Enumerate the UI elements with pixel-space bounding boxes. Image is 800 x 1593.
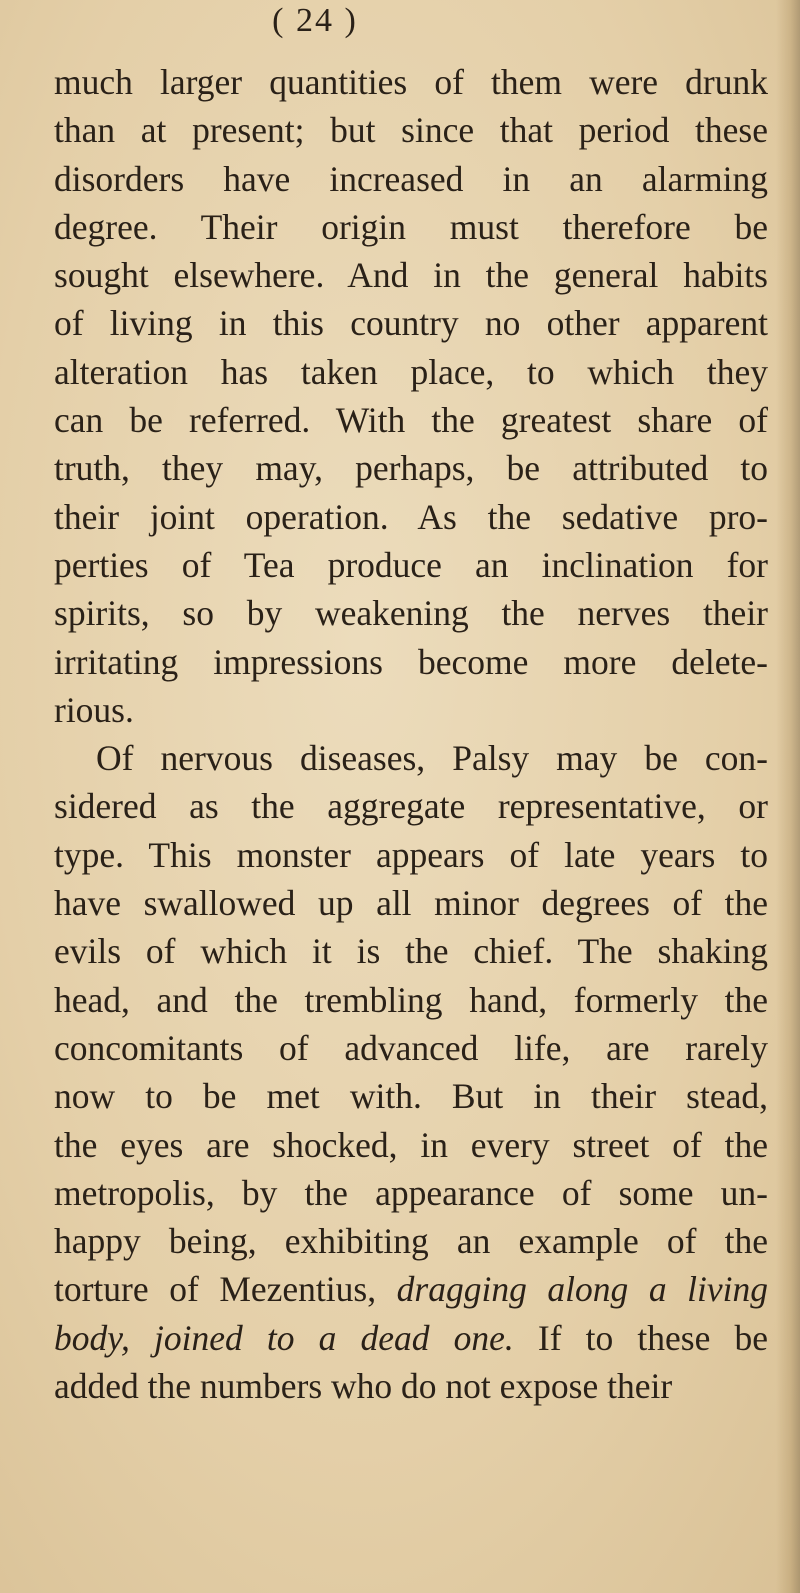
text-line: added the numbers who do not expose their: [54, 1366, 673, 1407]
text-line: Of nervous diseases, Palsy may be con-: [96, 738, 768, 779]
text-line: now to be met with. But in their stead,: [54, 1076, 768, 1117]
text-line: metropolis, by the appearance of some un-: [54, 1172, 768, 1213]
text-line: head, and the trembling hand, formerly the: [54, 979, 768, 1020]
text-line: rious.: [54, 689, 134, 730]
text-segment: If to these be: [513, 1317, 768, 1358]
text-line: perties of Tea produce an inclination for: [54, 544, 768, 585]
text-line: happy being, exhibiting an example of the: [54, 1221, 768, 1262]
text-line: truth, they may, perhaps, be attributed to: [54, 448, 768, 489]
text-line: of living in this country no other apparent: [54, 303, 768, 344]
text-line: disorders have increased in an alarming: [54, 158, 768, 199]
italic-segment: dragging along a living: [396, 1269, 768, 1310]
text-line: can be referred. With the greatest share of: [54, 400, 768, 441]
text-line: have swallowed up all minor degrees of the: [54, 883, 768, 924]
text-line: the eyes are shocked, in every street of the: [54, 1124, 768, 1165]
text-line: sidered as the aggregate representative, or: [54, 786, 768, 827]
text-line: sought elsewhere. And in the general habits: [54, 255, 768, 296]
text-line: much larger quantities of them were drunk: [54, 62, 768, 102]
text-line: alteration has taken place, to which they: [54, 351, 768, 392]
text-line: concomitants of advanced life, are rarely: [54, 1027, 768, 1068]
text-segment: torture of Mezentius,: [54, 1269, 397, 1310]
text-line: [54, 1265, 768, 1313]
page-number: ( 24 ): [272, 2, 358, 39]
body-text: [54, 58, 768, 1410]
text-line: than at present; but since that period these: [54, 110, 768, 151]
text-line: [54, 1314, 768, 1362]
italic-segment: body, joined to a dead one.: [54, 1317, 514, 1358]
text-line: type. This monster appears of late years to: [54, 834, 768, 875]
page-edge-shadow: [776, 0, 800, 1593]
text-line: evils of which it is the chief. The shaking: [54, 931, 768, 972]
text-line: irritating impressions become more delete-: [54, 641, 768, 682]
text-line: degree. Their origin must therefore be: [54, 206, 768, 247]
text-line: their joint operation. As the sedative pro-: [54, 496, 768, 537]
text-line: spirits, so by weakening the nerves their: [54, 593, 768, 634]
